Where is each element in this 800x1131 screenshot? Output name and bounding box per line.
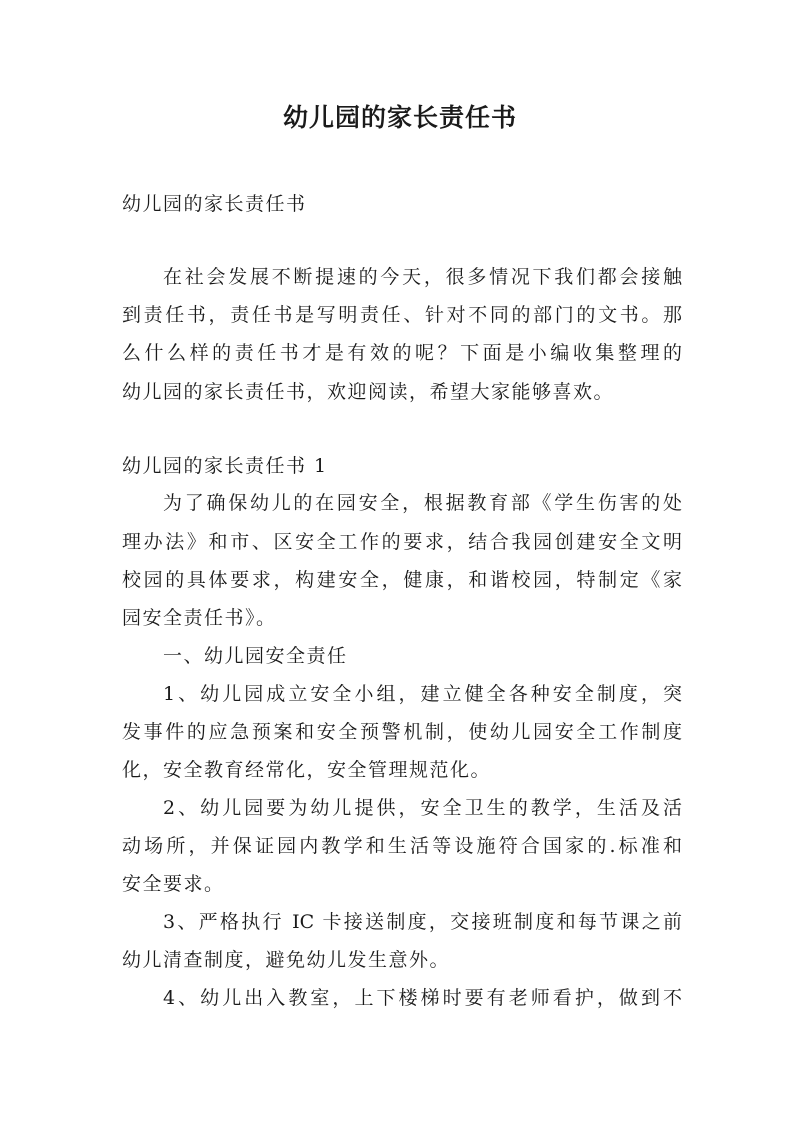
- document-subtitle: 幼儿园的家长责任书: [122, 193, 307, 215]
- item-line: 4、幼儿出入教室，上下楼梯时要有老师看护，做到不: [163, 987, 682, 1009]
- part-heading: 一、幼儿园安全责任: [163, 645, 348, 667]
- document-title: 幼儿园的家长责任书: [282, 103, 517, 132]
- intro-line: 到责任书，责任书是写明责任、针对不同的部门的文书。那: [122, 304, 682, 326]
- intro-line: 在社会发展不断提速的今天，很多情况下我们都会接触: [163, 266, 682, 288]
- section-heading: 幼儿园的家长责任书 1: [122, 455, 328, 477]
- item-line: 幼儿清查制度，避免幼儿发生意外。: [122, 949, 451, 971]
- item-line: 化，安全教育经常化，安全管理规范化。: [122, 759, 492, 781]
- intro-line: 么什么样的责任书才是有效的呢？下面是小编收集整理的: [122, 342, 682, 364]
- item-line: 3、严格执行 IC 卡接送制度，交接班制度和每节课之前: [163, 911, 682, 933]
- paragraph-line: 理办法》和市、区安全工作的要求，结合我园创建安全文明: [122, 531, 682, 553]
- paragraph-line: 校园的具体要求，构建安全，健康，和谐校园，特制定《家: [122, 569, 682, 591]
- item-line: 安全要求。: [122, 873, 225, 895]
- intro-line: 幼儿园的家长责任书，欢迎阅读，希望大家能够喜欢。: [122, 381, 615, 403]
- item-line: 1、幼儿园成立安全小组，建立健全各种安全制度，突: [163, 683, 682, 705]
- paragraph-line: 园安全责任书》。: [122, 607, 277, 629]
- item-line: 动场所，并保证园内教学和生活等设施符合国家的.标准和: [122, 835, 682, 857]
- paragraph-line: 为了确保幼儿的在园安全，根据教育部《学生伤害的处: [163, 492, 682, 514]
- item-line: 2、幼儿园要为幼儿提供，安全卫生的教学，生活及活: [163, 797, 682, 819]
- item-line: 发事件的应急预案和安全预警机制，使幼儿园安全工作制度: [122, 721, 682, 743]
